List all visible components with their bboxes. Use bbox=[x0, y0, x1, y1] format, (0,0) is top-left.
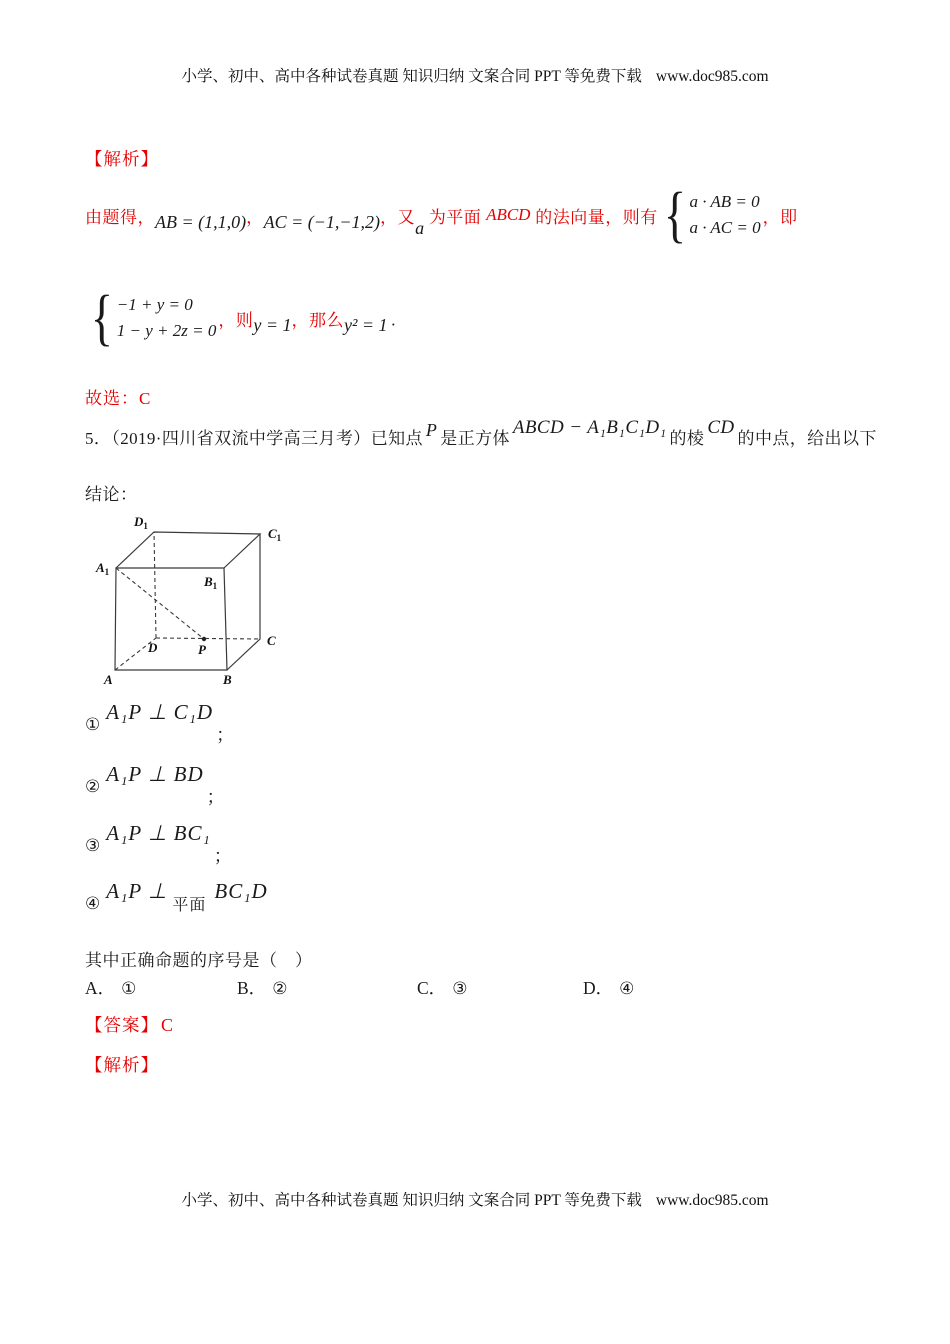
text-segment: ， bbox=[246, 207, 264, 227]
vertex-label-B: B bbox=[223, 672, 232, 687]
cube-hidden-edges bbox=[115, 532, 260, 670]
statement-number: ③ bbox=[85, 836, 101, 856]
vertex-label-C1: $C_1$ bbox=[268, 526, 282, 543]
option-label: D． bbox=[583, 978, 614, 998]
statement-formula: A₁P ⊥ BD bbox=[106, 762, 204, 786]
vertex-label-A: A bbox=[104, 672, 113, 687]
statement-number: ④ bbox=[85, 894, 101, 914]
equation-system-1 bbox=[660, 180, 761, 249]
vertex-label-P: P bbox=[198, 642, 206, 657]
cases-brace: { bbox=[90, 283, 114, 352]
text-segment: 已知点 bbox=[370, 429, 423, 448]
point-p-dot bbox=[202, 637, 206, 641]
question5-prompt: 其中正确命题的序号是（ ） bbox=[85, 951, 313, 970]
footer-text: 小学、初中、高中各种试卷真题 知识归纳 文案合同 PPT 等免费下载 bbox=[181, 1192, 642, 1209]
statement-semicolon: ； bbox=[213, 846, 232, 866]
statement-4 bbox=[85, 879, 268, 915]
answer-line bbox=[85, 1012, 174, 1037]
question-number: 5． bbox=[85, 429, 112, 448]
text-segment: 的中点，给出以下 bbox=[737, 429, 877, 448]
option-label: B． bbox=[237, 978, 267, 998]
question5-stem-line2: 结论： bbox=[85, 485, 138, 504]
statement-number: ① bbox=[85, 715, 101, 735]
vertex-label-A1: $A_1$ bbox=[96, 560, 110, 577]
statement-semicolon: ； bbox=[216, 725, 235, 745]
equation: a · AC = 0 bbox=[689, 218, 761, 237]
header-url: www.doc985.com bbox=[655, 68, 769, 85]
math-vector-ab: AB = (1,1,0) bbox=[155, 211, 247, 232]
text-segment: 是正方体 bbox=[440, 429, 510, 448]
cases-brace: { bbox=[663, 180, 686, 249]
option-B bbox=[237, 975, 287, 1000]
statement-semicolon: ； bbox=[206, 787, 225, 807]
statement-plane-word: 平面 bbox=[172, 897, 207, 914]
text-segment: ，那么 bbox=[291, 310, 344, 330]
statement-number: ② bbox=[85, 777, 101, 797]
statement-1 bbox=[85, 700, 234, 747]
statement-formula: A₁P ⊥ BC₁ bbox=[106, 821, 211, 845]
text-segment: 的棱 bbox=[669, 429, 705, 448]
option-A bbox=[85, 975, 136, 1000]
header-text: 小学、初中、高中各种试卷真题 知识归纳 文案合同 PPT 等免费下载 bbox=[181, 68, 642, 85]
final-choice-q4: 故选：C bbox=[85, 389, 152, 408]
vertex-label-C: C bbox=[267, 633, 276, 648]
statement-formula: BC₁D bbox=[214, 879, 268, 903]
text-segment: ，即 bbox=[762, 207, 798, 227]
option-value: ① bbox=[121, 979, 137, 999]
equation: −1 + y = 0 bbox=[116, 295, 193, 314]
vertex-label-B1: $B_1$ bbox=[204, 574, 218, 591]
text-segment: 为平面 bbox=[424, 207, 487, 227]
page-footer bbox=[0, 1188, 950, 1210]
statement-formula: A₁P ⊥ bbox=[106, 879, 168, 903]
math-y-equals-1: y = 1 bbox=[253, 314, 292, 335]
option-label: A． bbox=[85, 978, 116, 998]
analysis-label-q4: 【解析】 bbox=[85, 149, 159, 169]
vertex-label-D: D bbox=[148, 640, 158, 655]
option-value: ② bbox=[272, 979, 288, 999]
statement-2 bbox=[85, 762, 225, 809]
cube-figure bbox=[80, 502, 330, 702]
footer-url: www.doc985.com bbox=[655, 1192, 769, 1209]
statement-formula: A₁P ⊥ C₁D bbox=[106, 700, 214, 724]
answer-label: 【答案】 bbox=[85, 1015, 159, 1035]
math-point-p: P bbox=[425, 420, 438, 440]
text-segment: 的法向量，则有 bbox=[530, 207, 658, 227]
page-header bbox=[0, 64, 950, 86]
text-segment: ，则 bbox=[218, 310, 254, 330]
text-segment: ，又 bbox=[380, 207, 416, 227]
math-vector-ac: AC = (−1,−1,2) bbox=[263, 211, 381, 232]
equation: 1 − y + 2z = 0 bbox=[116, 321, 217, 340]
math-edge-cd: CD bbox=[707, 417, 735, 438]
equation: a · AB = 0 bbox=[689, 192, 760, 211]
math-y-squared: y² = 1 bbox=[343, 314, 388, 335]
math-plane-abcd: ABCD bbox=[486, 205, 531, 224]
equation-system-2 bbox=[87, 283, 217, 352]
math-cube-name: ABCD − A₁B₁C₁D₁ bbox=[512, 417, 667, 438]
end-dot: · bbox=[390, 315, 397, 334]
question-source: （2019·四川省双流中学高三月考） bbox=[111, 429, 371, 448]
option-C bbox=[417, 975, 467, 1000]
question5-stem bbox=[85, 417, 905, 450]
statement-3 bbox=[85, 821, 232, 868]
option-label: C． bbox=[417, 978, 447, 998]
vertex-label-D1: $D_1$ bbox=[134, 514, 148, 531]
math-normal-vector-a: a bbox=[415, 217, 425, 238]
answer-value: C bbox=[161, 1015, 175, 1035]
text-segment: 由题得， bbox=[85, 207, 155, 227]
analysis-label-q5: 【解析】 bbox=[85, 1055, 159, 1075]
option-D bbox=[583, 975, 634, 1000]
option-value: ④ bbox=[619, 979, 635, 999]
solution-line-2 bbox=[85, 282, 397, 354]
option-value: ③ bbox=[452, 979, 468, 999]
solution-line-1 bbox=[85, 170, 798, 260]
cube-solid-edges bbox=[115, 532, 260, 670]
